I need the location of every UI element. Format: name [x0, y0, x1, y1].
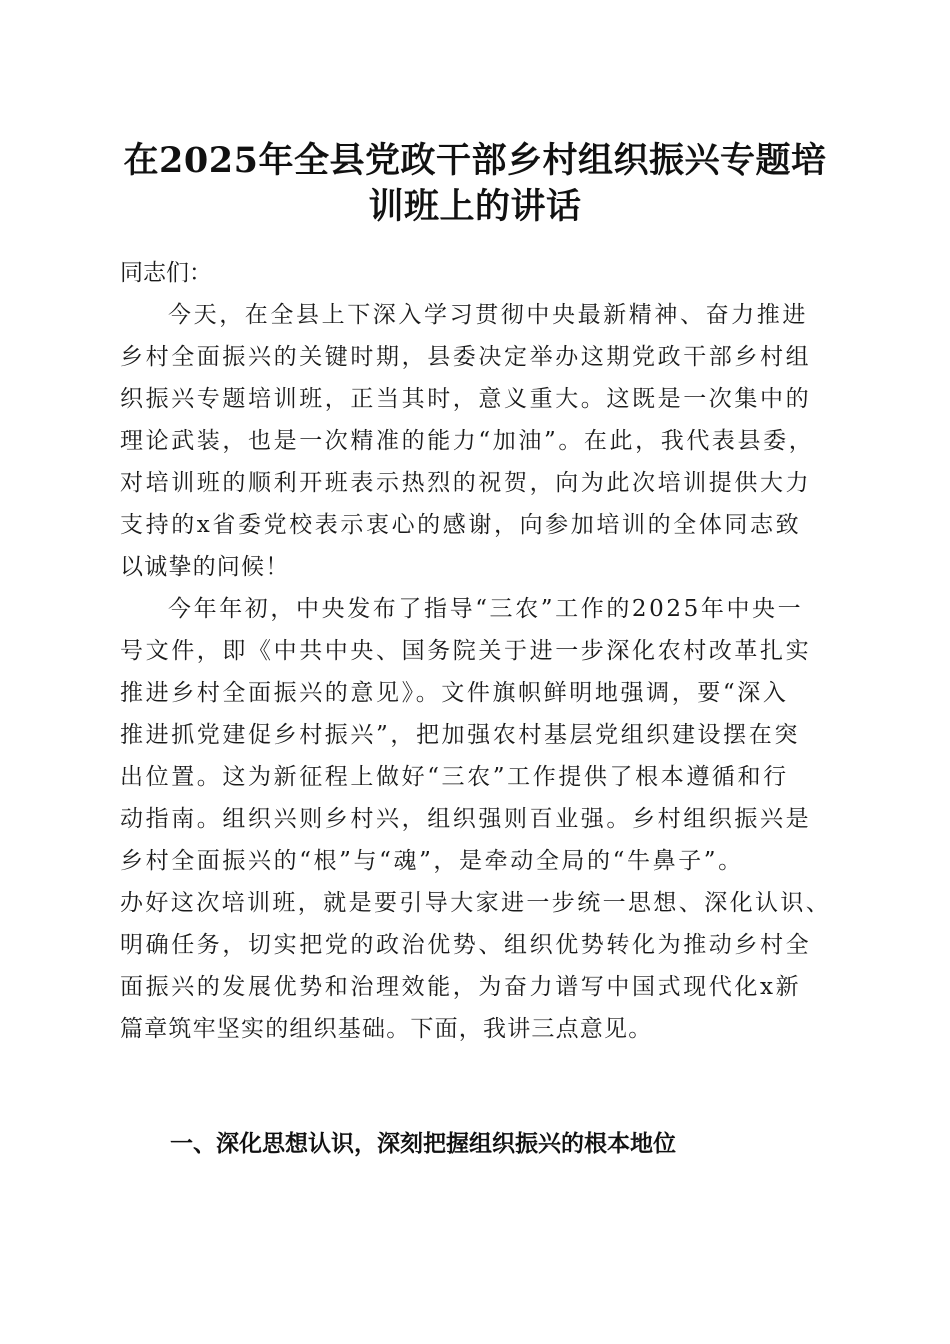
paragraph-line: 乡村全面振兴的“根”与“魂”，是牵动全局的“牛鼻子”。 [120, 848, 744, 874]
paragraph-line: 对培训班的顺利开班表示热烈的祝贺，向为此次培训提供大力 [120, 470, 812, 496]
section-heading: 一、深化思想认识，深刻把握组织振兴的根本地位 [170, 1131, 676, 1157]
paragraph-line: 今年年初，中央发布了指导“三农”工作的2025年中央一 [168, 596, 804, 622]
paragraph-line: 今天，在全县上下深入学习贯彻中央最新精神、奋力推进 [168, 302, 808, 328]
document-title [110, 138, 840, 230]
document-body [120, 252, 832, 1050]
greeting: 同志们： [120, 260, 212, 286]
paragraph-line: 动指南。组织兴则乡村兴，组织强则百业强。乡村组织振兴是 [120, 806, 812, 832]
paragraph-line: 织振兴专题培训班，正当其时，意义重大。这既是一次集中的 [120, 386, 812, 412]
paragraph-line: 篇章筑牢坚实的组织基础。下面，我讲三点意见。 [120, 1016, 653, 1042]
paragraph-line: 出位置。这为新征程上做好“三农”工作提供了根本遵循和行 [120, 764, 789, 790]
paragraph-line: 明确任务，切实把党的政治优势、组织优势转化为推动乡村全 [120, 932, 812, 958]
paragraph-line: 乡村全面振兴的关键时期，县委决定举办这期党政干部乡村组 [120, 344, 812, 370]
paragraph-line: 支持的x省委党校表示衷心的感谢，向参加培训的全体同志致 [120, 512, 802, 538]
title-line: 训班上的讲话 [368, 186, 582, 227]
paragraph-line: 以诚挚的问候！ [120, 554, 290, 580]
paragraph-line: 理论武装，也是一次精准的能力“加油”。在此，我代表县委， [120, 428, 815, 454]
paragraph-line: 号文件，即《中共中央、国务院关于进一步深化农村改革扎实 [120, 638, 812, 664]
paragraph-line: 推进乡村全面振兴的意见》。文件旗帜鲜明地强调，要“深入 [120, 680, 789, 706]
title-line: 在2025年全县党政干部乡村组织振兴专题培 [123, 140, 827, 181]
paragraph-line: 办好这次培训班，就是要引导大家进一步统一思想、深化认识、 [120, 890, 832, 916]
paragraph-line: 推进抓党建促乡村振兴”，把加强农村基层党组织建设摆在突 [120, 722, 800, 748]
paragraph-background [120, 588, 832, 1050]
paragraph-line: 面振兴的发展优势和治理效能，为奋力谱写中国式现代化x新 [120, 974, 802, 1000]
paragraph-opening [120, 294, 832, 588]
